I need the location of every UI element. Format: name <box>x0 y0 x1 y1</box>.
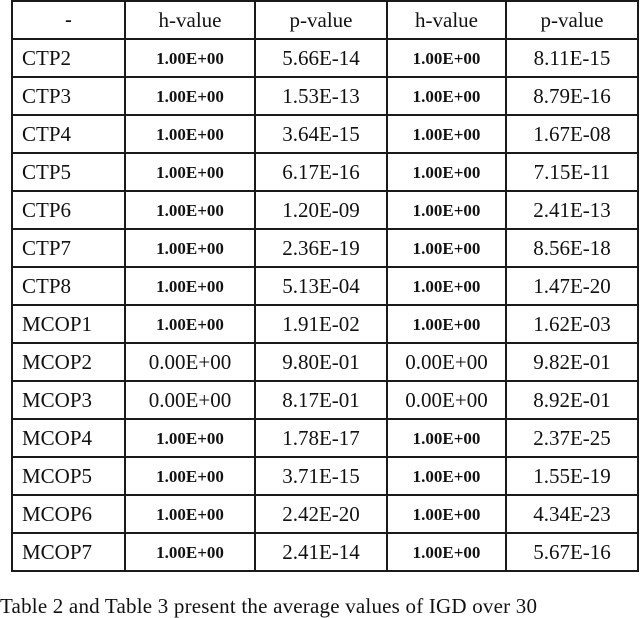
cell-p-value-2: 8.92E-01 <box>506 381 638 419</box>
header-h-value-1: h-value <box>125 1 255 39</box>
cell-p-value-2: 1.55E-19 <box>506 457 638 495</box>
cell-p-value-1: 2.36E-19 <box>255 229 387 267</box>
table-row <box>12 39 638 77</box>
caption-text: Table 2 and Table 3 present the average values of IGD over 30 <box>0 594 538 618</box>
cell-p-value-1: 2.41E-14 <box>255 533 387 571</box>
table-row <box>12 267 638 305</box>
cell-p-value-1: 1.53E-13 <box>255 77 387 115</box>
cell-h-value-1: 0.00E+00 <box>125 343 255 381</box>
cell-p-value-2: 8.79E-16 <box>506 77 638 115</box>
table-row <box>12 305 638 343</box>
cell-p-value-1: 2.42E-20 <box>255 495 387 533</box>
cell-p-value-1: 1.91E-02 <box>255 305 387 343</box>
cell-h-value-2: 1.00E+00 <box>387 153 506 191</box>
cell-h-value-2: 1.00E+00 <box>387 267 506 305</box>
cell-p-value-2: 8.56E-18 <box>506 229 638 267</box>
table-row <box>12 533 638 571</box>
cell-p-value-2: 1.62E-03 <box>506 305 638 343</box>
row-label: MCOP4 <box>12 419 125 457</box>
cell-h-value-1: 0.00E+00 <box>125 381 255 419</box>
cell-p-value-2: 8.11E-15 <box>506 39 638 77</box>
table-row <box>12 419 638 457</box>
cell-p-value-1: 8.17E-01 <box>255 381 387 419</box>
cell-h-value-2: 1.00E+00 <box>387 305 506 343</box>
table-row <box>12 191 638 229</box>
cell-h-value-2: 1.00E+00 <box>387 191 506 229</box>
cell-h-value-1: 1.00E+00 <box>125 495 255 533</box>
cell-h-value-1: 1.00E+00 <box>125 191 255 229</box>
table-row <box>12 343 638 381</box>
cell-p-value-2: 9.82E-01 <box>506 343 638 381</box>
cell-h-value-1: 1.00E+00 <box>125 267 255 305</box>
cell-h-value-2: 1.00E+00 <box>387 457 506 495</box>
results-table <box>11 0 639 572</box>
table-row <box>12 115 638 153</box>
cell-h-value-1: 1.00E+00 <box>125 305 255 343</box>
cell-p-value-2: 5.67E-16 <box>506 533 638 571</box>
table-row <box>12 381 638 419</box>
cell-p-value-2: 2.41E-13 <box>506 191 638 229</box>
cell-p-value-2: 7.15E-11 <box>506 153 638 191</box>
cell-h-value-1: 1.00E+00 <box>125 77 255 115</box>
cell-p-value-2: 1.47E-20 <box>506 267 638 305</box>
cell-h-value-2: 1.00E+00 <box>387 229 506 267</box>
header-row <box>12 1 638 39</box>
cell-h-value-1: 1.00E+00 <box>125 153 255 191</box>
row-label: MCOP5 <box>12 457 125 495</box>
cell-p-value-1: 3.71E-15 <box>255 457 387 495</box>
cell-h-value-1: 1.00E+00 <box>125 115 255 153</box>
cell-h-value-1: 1.00E+00 <box>125 533 255 571</box>
cell-h-value-2: 0.00E+00 <box>387 343 506 381</box>
table-row <box>12 153 638 191</box>
row-label: MCOP2 <box>12 343 125 381</box>
header-h-value-2: h-value <box>387 1 506 39</box>
table-body <box>12 39 638 571</box>
row-label: MCOP3 <box>12 381 125 419</box>
cell-h-value-2: 0.00E+00 <box>387 381 506 419</box>
row-label: CTP4 <box>12 115 125 153</box>
cell-p-value-2: 1.67E-08 <box>506 115 638 153</box>
cell-p-value-2: 2.37E-25 <box>506 419 638 457</box>
header-p-value-2: p-value <box>506 1 638 39</box>
table-row <box>12 229 638 267</box>
cell-p-value-2: 4.34E-23 <box>506 495 638 533</box>
cell-p-value-1: 5.13E-04 <box>255 267 387 305</box>
cell-h-value-2: 1.00E+00 <box>387 419 506 457</box>
cell-p-value-1: 6.17E-16 <box>255 153 387 191</box>
header-problem: - <box>12 1 125 39</box>
table-row <box>12 77 638 115</box>
cell-h-value-1: 1.00E+00 <box>125 39 255 77</box>
row-label: MCOP6 <box>12 495 125 533</box>
row-label: CTP8 <box>12 267 125 305</box>
row-label: CTP6 <box>12 191 125 229</box>
cell-h-value-2: 1.00E+00 <box>387 77 506 115</box>
row-label: CTP3 <box>12 77 125 115</box>
cell-p-value-1: 3.64E-15 <box>255 115 387 153</box>
row-label: CTP2 <box>12 39 125 77</box>
table-header <box>12 1 638 39</box>
row-label: CTP5 <box>12 153 125 191</box>
cell-h-value-1: 1.00E+00 <box>125 229 255 267</box>
row-label: MCOP1 <box>12 305 125 343</box>
cell-h-value-2: 1.00E+00 <box>387 39 506 77</box>
cell-h-value-2: 1.00E+00 <box>387 495 506 533</box>
cell-h-value-2: 1.00E+00 <box>387 115 506 153</box>
cell-p-value-1: 9.80E-01 <box>255 343 387 381</box>
cell-p-value-1: 1.20E-09 <box>255 191 387 229</box>
table-row <box>12 457 638 495</box>
row-label: CTP7 <box>12 229 125 267</box>
cell-p-value-1: 1.78E-17 <box>255 419 387 457</box>
cell-h-value-1: 1.00E+00 <box>125 419 255 457</box>
table-row <box>12 495 638 533</box>
row-label: MCOP7 <box>12 533 125 571</box>
cell-h-value-1: 1.00E+00 <box>125 457 255 495</box>
header-p-value-1: p-value <box>255 1 387 39</box>
cell-h-value-2: 1.00E+00 <box>387 533 506 571</box>
cell-p-value-1: 5.66E-14 <box>255 39 387 77</box>
